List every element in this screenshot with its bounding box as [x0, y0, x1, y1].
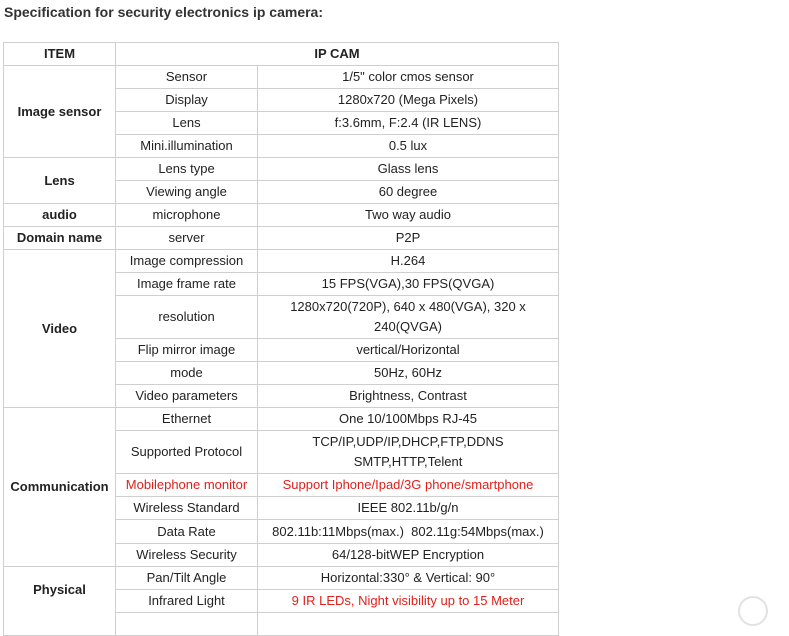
- table-row: [4, 227, 559, 250]
- row-label: mode: [116, 362, 258, 385]
- row-label: Sensor: [116, 66, 258, 89]
- row-label: Video parameters: [116, 385, 258, 408]
- row-value: 64/128-bitWEP Encryption: [258, 544, 559, 567]
- group-domain-name: Domain name: [4, 227, 116, 250]
- row-value: 60 degree: [258, 181, 559, 204]
- row-label: Lens type: [116, 158, 258, 181]
- row-value-line: TCP/IP,UDP/IP,DHCP,FTP,DDNS: [312, 434, 504, 449]
- group-physical: [4, 567, 116, 636]
- row-value: P2P: [258, 227, 559, 250]
- row-value: [258, 431, 559, 474]
- group-image-sensor: Image sensor: [4, 66, 116, 158]
- header-item: ITEM: [4, 43, 116, 66]
- group-audio: audio: [4, 204, 116, 227]
- group-physical-label: Physical: [33, 582, 86, 597]
- group-communication: Communication: [4, 408, 116, 567]
- row-label: Image frame rate: [116, 273, 258, 296]
- row-value: f:3.6mm, F:2.4 (IR LENS): [258, 112, 559, 135]
- row-value: Horizontal:330° & Vertical: 90°: [258, 567, 559, 590]
- row-label: resolution: [116, 296, 258, 339]
- row-label: microphone: [116, 204, 258, 227]
- row-value: 1280x720 (Mega Pixels): [258, 89, 559, 112]
- row-label: Lens: [116, 112, 258, 135]
- row-label: Wireless Standard: [116, 497, 258, 520]
- row-value-line: SMTP,HTTP,Telent: [353, 454, 463, 469]
- row-value: [258, 296, 559, 339]
- row-value: Brightness, Contrast: [258, 385, 559, 408]
- row-value: 50Hz, 60Hz: [258, 362, 559, 385]
- table-row: [4, 66, 559, 89]
- row-label: Viewing angle: [116, 181, 258, 204]
- table-row: [4, 567, 559, 590]
- row-label: Flip mirror image: [116, 339, 258, 362]
- table-row: [4, 250, 559, 273]
- spec-table: [3, 42, 559, 636]
- row-label: Mini.illumination: [116, 135, 258, 158]
- table-row: [4, 158, 559, 181]
- table-row: [4, 408, 559, 431]
- row-label: Data Rate: [116, 520, 258, 544]
- row-value: 9 IR LEDs, Night visibility up to 15 Meter: [258, 590, 559, 613]
- row-value: One 10/100Mbps RJ-45: [258, 408, 559, 431]
- row-value-line: 240(QVGA): [374, 319, 442, 334]
- row-value: Glass lens: [258, 158, 559, 181]
- row-label: Supported Protocol: [116, 431, 258, 474]
- row-value: Two way audio: [258, 204, 559, 227]
- group-lens: Lens: [4, 158, 116, 204]
- row-label: Display: [116, 89, 258, 112]
- row-value: 802.11b:11Mbps(max.) 802.11g:54Mbps(max.): [258, 520, 559, 544]
- row-label: Ethernet: [116, 408, 258, 431]
- row-value: 0.5 lux: [258, 135, 559, 158]
- row-value: 15 FPS(VGA),30 FPS(QVGA): [258, 273, 559, 296]
- row-label: server: [116, 227, 258, 250]
- row-label: Infrared Light: [116, 590, 258, 613]
- watermark-icon: [738, 596, 768, 626]
- row-label: Wireless Security: [116, 544, 258, 567]
- row-label: Mobilephone monitor: [116, 474, 258, 497]
- page-title: Specification for security electronics ip camera:: [4, 4, 324, 20]
- table-row: [4, 204, 559, 227]
- row-value: vertical/Horizontal: [258, 339, 559, 362]
- row-value: Support Iphone/Ipad/3G phone/smartphone: [258, 474, 559, 497]
- row-value: H.264: [258, 250, 559, 273]
- group-video: Video: [4, 250, 116, 408]
- row-value: IEEE 802.11b/g/n: [258, 497, 559, 520]
- header-product: IP CAM: [116, 43, 559, 66]
- row-label: Pan/Tilt Angle: [116, 567, 258, 590]
- table-header-row: [4, 43, 559, 66]
- row-label: Image compression: [116, 250, 258, 273]
- row-value-line: 1280x720(720P), 640 x 480(VGA), 320 x: [290, 299, 526, 314]
- row-value: 1/5" color cmos sensor: [258, 66, 559, 89]
